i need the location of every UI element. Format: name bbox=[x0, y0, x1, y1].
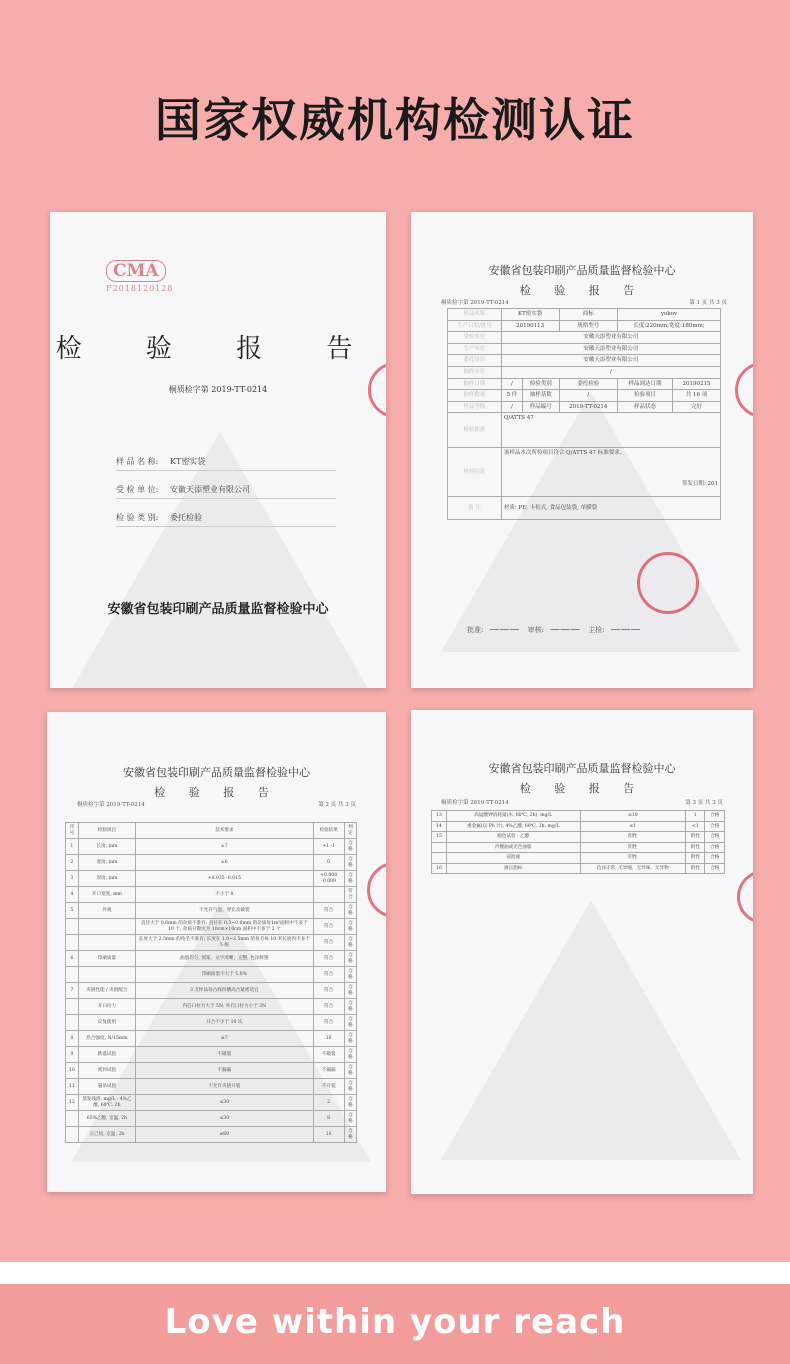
table-cell: 直径大于 0.6mm 的杂质不准有; 直径在 0.3~0.6mm 的杂质每1m²面积中不多于 10 个, 杂质分散度为 10cm×10cm 面积中不多于 2 个 bbox=[136, 919, 313, 935]
table-cell: 8 bbox=[66, 1031, 79, 1047]
table-cell bbox=[66, 999, 79, 1015]
table-cell: 印刷面墨不大于 5.0% bbox=[136, 967, 313, 983]
table-cell: 合格 bbox=[344, 1095, 356, 1111]
table-cell: ≤10 bbox=[580, 811, 685, 822]
table-cell: 开口拉力 bbox=[78, 999, 135, 1015]
table-cell: +1 -1 bbox=[313, 839, 344, 855]
table-cell: 符合 bbox=[313, 1015, 344, 1031]
table-cell: 6 bbox=[66, 951, 79, 967]
table-cell: 密封试验 bbox=[78, 1063, 135, 1079]
table-row bbox=[66, 1079, 357, 1095]
table-cell: 阴性 bbox=[686, 842, 705, 853]
table-cell: 油墨均匀, 图案、文字清晰、完整, 色泽鲜艳 bbox=[136, 951, 313, 967]
table-cell: 合格 bbox=[344, 1111, 356, 1127]
table-cell: 符合 bbox=[344, 887, 356, 903]
page2-page-of: 第 2 页 共 3 页 bbox=[318, 802, 356, 808]
table-row bbox=[432, 821, 725, 832]
table-row bbox=[66, 887, 357, 903]
table-cell: 不漏漏 bbox=[136, 1063, 313, 1079]
table-cell bbox=[432, 853, 447, 864]
report-page-3-card bbox=[411, 710, 753, 1194]
table-row bbox=[66, 951, 357, 967]
table-cell: ≤60 bbox=[136, 1127, 313, 1143]
table-cell: 合格 bbox=[344, 871, 356, 887]
table-cell: 13 bbox=[432, 811, 447, 822]
table-cell bbox=[78, 919, 135, 935]
table-cell: 合格 bbox=[344, 1079, 356, 1095]
page2-title: 检 验 报 告 bbox=[154, 786, 279, 799]
table-cell: 开合不少于 10 次 bbox=[136, 1015, 313, 1031]
table-cell: 热合强度, N/15mm bbox=[78, 1031, 135, 1047]
table-cell: 1 bbox=[686, 811, 705, 822]
table-cell: ≤30 bbox=[136, 1095, 313, 1111]
table-cell bbox=[432, 842, 447, 853]
page3-doc-number: 桐质检字第 2019-TT-0214 bbox=[441, 800, 509, 806]
table-cell: 合格 bbox=[344, 855, 356, 871]
table-cell: 符合 bbox=[313, 903, 344, 919]
table-cell: 不小于 8 bbox=[136, 887, 313, 903]
table-cell: 2 bbox=[66, 855, 79, 871]
table-cell: 合格 bbox=[344, 1127, 356, 1143]
table-cell: 正己烷, 室温, 2h bbox=[78, 1127, 135, 1143]
table-row bbox=[66, 1111, 357, 1127]
table-cell: +0.035 -0.015 bbox=[136, 871, 313, 887]
table-cell: 感官指标 bbox=[446, 863, 580, 874]
table-cell: 不允许气泡、穿孔及破裂 bbox=[136, 903, 313, 919]
cma-logo: CMA F2018120128 bbox=[106, 261, 174, 293]
report-page-2-card bbox=[47, 712, 386, 1192]
table-cell: 3 支样品每凸线凹槽高合紧密适宜 bbox=[136, 983, 313, 999]
table-cell: 合格 bbox=[705, 853, 725, 864]
seal-stamp bbox=[637, 552, 699, 614]
table-row bbox=[66, 935, 357, 951]
table-cell: 合格 bbox=[705, 832, 725, 843]
cover-field-sample: 样 品 名 称: KT密实袋 bbox=[116, 456, 336, 471]
table-cell: 合格 bbox=[344, 903, 356, 919]
table-cell: 合格 bbox=[705, 821, 725, 832]
table-row bbox=[66, 1095, 357, 1111]
table-cell: 高锰酸钾消耗量(水, 60℃, 2h), mg/L bbox=[446, 811, 580, 822]
footer-slogan: Love within your reach bbox=[164, 1302, 626, 1342]
table-cell bbox=[66, 1127, 79, 1143]
table-cell: 10 bbox=[66, 1063, 79, 1079]
page2-doc-number: 桐质检字第 2019-TT-0214 bbox=[77, 802, 145, 808]
table-row bbox=[66, 839, 357, 855]
table-cell bbox=[78, 935, 135, 951]
table-cell: 脱色试验 · 乙醇 bbox=[446, 832, 580, 843]
table-cell: 合格 bbox=[344, 1015, 356, 1031]
table-cell: 阴性 bbox=[686, 832, 705, 843]
table-cell: 9 bbox=[66, 1047, 79, 1063]
table-cell bbox=[66, 1111, 79, 1127]
table-cell: 不破裂 bbox=[136, 1047, 313, 1063]
table-cell: 阴性 bbox=[686, 853, 705, 864]
page2-org: 安徽省包装印刷产品质量监督检验中心 bbox=[123, 766, 310, 779]
cover-org: 安徽省包装印刷产品质量监督检验中心 bbox=[107, 602, 329, 617]
table-cell: 不允许夹链开裂 bbox=[136, 1079, 313, 1095]
table-cell bbox=[313, 887, 344, 903]
table-cell: 符合 bbox=[313, 999, 344, 1015]
table-cell: 符合 bbox=[313, 951, 344, 967]
seal-stamp bbox=[368, 362, 386, 418]
table-cell: 符合 bbox=[313, 967, 344, 983]
table-row bbox=[66, 903, 357, 919]
table-cell: 16 bbox=[313, 1031, 344, 1047]
table-cell: 印刷质量 bbox=[78, 951, 135, 967]
page1-org: 安徽省包装印刷产品质量监督检验中心 bbox=[488, 264, 676, 277]
table-row bbox=[66, 919, 357, 935]
table-cell bbox=[66, 967, 79, 983]
cover-title: 检 验 报 告 bbox=[55, 334, 381, 364]
table-cell: 不漏漏 bbox=[313, 1063, 344, 1079]
page2-results-table: 序号 检验项目 技术要求 检验结果 判定 1 长度, mm ±7 +1 -1 合格 2 宽度, mm ±6 0 合格 3 厚度, mm +0.035 -0.015 +0.008 -0.009 合格 4 开口宽度, mm 不小于 8 符合 5 外观 不允许气泡、穿孔及破裂 符合 合格 直径大于 0.6mm 的杂质不准有; 直径在 0.3~0.6mm 的杂质每1m²面积中不多于 10 个, 杂质分散度为 10cm×10cm 面积中不多于 2 个 符合 合格 长度大于 2.5mm 的鱼毛不准有; 长度在 1.0~2.5mm 的鱼毛每 10 米长度内不多于 5 根 符合 合格 6 印刷质量 油墨均匀, 图案、文字清晰、完整, 色泽鲜艳 符合 合格 印刷面墨不大于 5.0% 符合 合格 7 夹链性能 / 夹链配合 3 支样品每凸线凹槽高合紧密适宜 符合 合格 开口拉力 内启口拉力大于 5N, 外启口拉力小于 3N 符合 合格 反复使用 开合不少于 10 次 符合 合格 8 热合强度, N/15mm ≥7 16 合格 9 跌落试验 不破裂 不破裂 合格 10 密封试验 不漏漏 不漏漏 合格 11 悬吊试验 不允许夹链开裂 不开裂 合格 12 蒸发残渣, mg/L · 4%乙酸, 60℃, 2h ≤30 2 合格 65%乙醇, 室温, 2h ≤30 8 合格 正己烷, 室温, 2h ≤60 10 合格 bbox=[65, 822, 357, 1143]
table-cell: 合格 bbox=[705, 811, 725, 822]
table-cell: 宽度, mm bbox=[78, 855, 135, 871]
table-cell: 合格 bbox=[344, 999, 356, 1015]
table-cell: 符合 bbox=[313, 935, 344, 951]
table-cell: 14 bbox=[432, 821, 447, 832]
table-cell: 2 bbox=[313, 1095, 344, 1111]
table-cell: 长度大于 2.5mm 的鱼毛不准有; 长度在 1.0~2.5mm 的鱼毛每 10 米长度内不多于 5 根 bbox=[136, 935, 313, 951]
table-cell: 不破裂 bbox=[313, 1047, 344, 1063]
table-row bbox=[432, 842, 725, 853]
report-cover-card bbox=[50, 212, 386, 688]
page1-info-table: 样品名称 KT密实袋 商标 yokov 生产日期/批号 20190113 规格型号 长度:220mm;宽度:180mm; 受检单位 安徽天添塑业有限公司 生产单位 安徽天添塑业有限公司 委托单位 安徽天添塑业有限公司 抽样单位 / 抽样日期 / 检验类别 委托检验 样品到达日期 20190215 抽样数量 5 件 抽样基数 / 检验项目 共 16 项 样品等级 / 样品编号 2019-TT-0214 样品状态 完好 检验依据 Q/ATTS 47 检验结论 该样品本次所检项目符合 Q/ATTS 47 标准要求。 签发日期: 201 备 注 材质: PE, 卡扣式, 食品包装袋, 单膜袋 bbox=[447, 308, 721, 520]
table-cell: 蒸发残渣, mg/L · 4%乙酸, 60℃, 2h bbox=[78, 1095, 135, 1111]
table-cell: 合格 bbox=[344, 1063, 356, 1079]
page3-page-of: 第 3 页 共 3 页 bbox=[685, 800, 723, 806]
table-row bbox=[66, 1047, 357, 1063]
table-cell: 合格 bbox=[344, 839, 356, 855]
table-cell: 阴性 bbox=[580, 842, 685, 853]
table-cell: 65%乙醇, 室温, 2h bbox=[78, 1111, 135, 1127]
table-row bbox=[66, 999, 357, 1015]
table-row bbox=[66, 855, 357, 871]
table-cell: 符合 bbox=[313, 919, 344, 935]
table-cell: 合格 bbox=[344, 983, 356, 999]
table-cell: 夹链性能 / 夹链配合 bbox=[78, 983, 135, 999]
divider-band bbox=[0, 1262, 790, 1284]
cover-field-type: 检 验 类 别: 委托检验 bbox=[116, 512, 336, 527]
page3-title: 检 验 报 告 bbox=[519, 782, 645, 795]
page3-results-table bbox=[431, 810, 725, 874]
table-cell: 开口宽度, mm bbox=[78, 887, 135, 903]
table-row bbox=[66, 871, 357, 887]
table-cell: 合格 bbox=[344, 919, 356, 935]
table-cell: 不开裂 bbox=[313, 1079, 344, 1095]
table-cell: ±6 bbox=[136, 855, 313, 871]
page1-title: 检 验 报 告 bbox=[519, 284, 645, 297]
cover-field-unit: 受 检 单 位: 安徽天添塑业有限公司 bbox=[116, 484, 336, 499]
table-cell bbox=[66, 935, 79, 951]
table-cell: 0 bbox=[313, 855, 344, 871]
watermark-triangle bbox=[441, 900, 741, 1160]
table-cell: 符合 bbox=[313, 983, 344, 999]
table-cell: 15 bbox=[432, 832, 447, 843]
table-cell bbox=[66, 1015, 79, 1031]
table-cell: 合格 bbox=[344, 967, 356, 983]
table-row bbox=[432, 811, 725, 822]
table-cell: 4 bbox=[66, 887, 79, 903]
table-cell: ≤1 bbox=[580, 821, 685, 832]
report-page-1-card bbox=[411, 212, 753, 688]
table-cell: 反复使用 bbox=[78, 1015, 135, 1031]
table-cell: 12 bbox=[66, 1095, 79, 1111]
table-cell: 合格 bbox=[344, 1047, 356, 1063]
table-cell: 阴性 bbox=[686, 863, 705, 874]
table-cell: 合格 bbox=[344, 935, 356, 951]
table-row bbox=[432, 853, 725, 864]
table-cell: 合格 bbox=[705, 863, 725, 874]
table-cell: 合格 bbox=[344, 1031, 356, 1047]
table-cell: 7 bbox=[66, 983, 79, 999]
table-cell: 5 bbox=[66, 903, 79, 919]
table-row bbox=[432, 863, 725, 874]
table-cell: 厚度, mm bbox=[78, 871, 135, 887]
page1-signatures: 批准: ——— 审核: ——— 主检: ——— bbox=[467, 624, 641, 635]
table-cell: 冷餐油或无色油脂 bbox=[446, 842, 580, 853]
table-cell: <1 bbox=[686, 821, 705, 832]
table-row bbox=[66, 967, 357, 983]
table-cell: 重金属(以 Pb 计), 4%乙酸, 60℃, 2h, mg/L bbox=[446, 821, 580, 832]
table-cell: 阴性 bbox=[580, 832, 685, 843]
table-cell: 阴性 bbox=[580, 853, 685, 864]
table-row bbox=[66, 1127, 357, 1143]
cma-number: F2018120128 bbox=[106, 284, 174, 293]
table-cell: +0.008 -0.009 bbox=[313, 871, 344, 887]
table-cell: 跌落试验 bbox=[78, 1047, 135, 1063]
table-cell: 悬吊试验 bbox=[78, 1079, 135, 1095]
table-cell: 8 bbox=[313, 1111, 344, 1127]
table-cell bbox=[78, 967, 135, 983]
table-row bbox=[66, 1031, 357, 1047]
page3-org: 安徽省包装印刷产品质量监督检验中心 bbox=[488, 762, 676, 775]
table-cell: 16 bbox=[432, 863, 447, 874]
table-cell: ≥7 bbox=[136, 1031, 313, 1047]
table-cell: 11 bbox=[66, 1079, 79, 1095]
table-cell: 色泽正常, 无异嗅、无异味、无异物 bbox=[580, 863, 685, 874]
table-cell: 1 bbox=[66, 839, 79, 855]
table-cell: ≤30 bbox=[136, 1111, 313, 1127]
cover-doc-number: 桐质检字第 2019-TT-0214 bbox=[168, 385, 268, 394]
table-cell: 浸泡液 bbox=[446, 853, 580, 864]
table-cell: 合格 bbox=[344, 951, 356, 967]
table-cell: 长度, mm bbox=[78, 839, 135, 855]
table-row bbox=[66, 983, 357, 999]
page-heading: 国家权威机构检测认证 bbox=[155, 93, 635, 147]
table-cell: 3 bbox=[66, 871, 79, 887]
table-row bbox=[66, 1015, 357, 1031]
table-cell bbox=[66, 919, 79, 935]
table-cell: 合格 bbox=[705, 842, 725, 853]
table-cell: ±7 bbox=[136, 839, 313, 855]
table-row bbox=[432, 832, 725, 843]
table-row bbox=[66, 1063, 357, 1079]
table-cell: 内启口拉力大于 5N, 外启口拉力小于 3N bbox=[136, 999, 313, 1015]
table-cell: 外观 bbox=[78, 903, 135, 919]
table-cell: 10 bbox=[313, 1127, 344, 1143]
page1-doc-number: 桐质检字第 2019-TT-0214 bbox=[441, 300, 509, 306]
page1-page-of: 第 1 页 共 3 页 bbox=[689, 300, 727, 306]
